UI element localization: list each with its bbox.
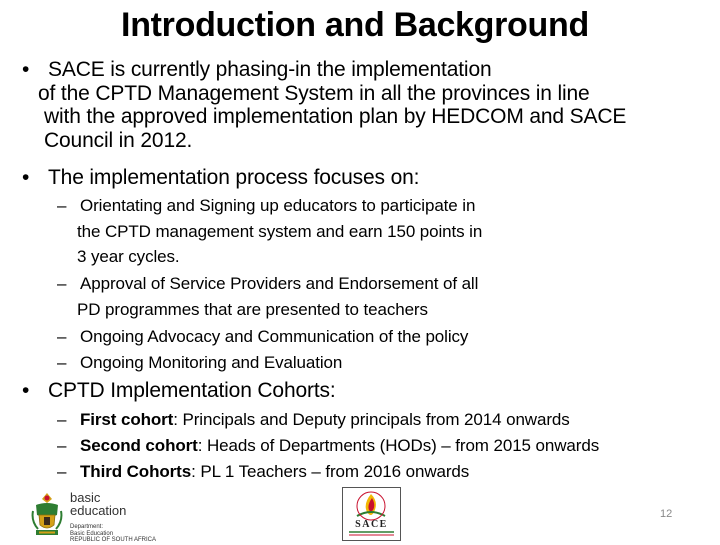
bullet-marker: •	[22, 166, 30, 189]
sace-flame-icon	[343, 488, 400, 540]
focus-line: 3 year cycles.	[77, 247, 180, 266]
bullet-item	[22, 379, 336, 403]
page-number: 12	[660, 508, 673, 520]
bullet-line: Council in 2012.	[44, 128, 193, 152]
focus-item	[57, 350, 342, 376]
basic-education-text	[70, 492, 160, 544]
dash-marker: –	[57, 410, 67, 429]
basic-education-name: basic education	[70, 490, 127, 518]
focus-item	[57, 193, 482, 270]
basic-education-line: Department:	[70, 524, 104, 530]
focus-item	[57, 324, 468, 350]
bullet-text	[48, 379, 336, 403]
bullet-item	[22, 58, 626, 152]
cohort-description: : Principals and Deputy principals from 2014 onwards	[173, 410, 570, 429]
sace-logo-text: SACE	[355, 519, 388, 530]
cohort-text	[80, 459, 469, 485]
sace-logo	[342, 487, 401, 541]
dash-marker: –	[57, 196, 67, 215]
focus-line: the CPTD management system and earn 150 points in	[77, 221, 483, 241]
bullet-line: CPTD Implementation Cohorts:	[48, 379, 336, 402]
cohort-text	[80, 407, 570, 433]
focus-line: Ongoing Advocacy and Communication of the policy	[80, 327, 469, 346]
bullet-marker: •	[22, 379, 30, 402]
cohort-line	[80, 407, 570, 433]
cohort-label: Second cohort	[80, 436, 198, 455]
cohort-label: Third Cohorts	[80, 462, 192, 481]
dash-marker: –	[57, 353, 67, 372]
cohort-label: First cohort	[80, 410, 174, 429]
cohort-item	[57, 459, 469, 485]
slide-title: Introduction and Background	[121, 6, 589, 44]
cohort-line	[80, 459, 469, 485]
bullet-marker: •	[22, 58, 30, 81]
cohort-text	[80, 433, 599, 459]
bullet-line: The implementation process focuses on:	[48, 166, 420, 189]
cohort-item	[57, 433, 599, 459]
focus-item-text	[77, 193, 483, 270]
focus-item-text	[80, 350, 342, 376]
focus-line: Ongoing Monitoring and Evaluation	[80, 353, 343, 372]
focus-item-text	[80, 324, 468, 350]
focus-item-text	[77, 271, 479, 322]
cohort-line	[80, 433, 599, 459]
dash-marker: –	[57, 462, 67, 481]
focus-line: PD programmes that are presented to teachers	[77, 299, 428, 319]
dash-marker: –	[57, 327, 67, 346]
basic-education-line: REPUBLIC OF SOUTH AFRICA	[70, 537, 157, 543]
bullet-line: with the approved implementation plan by HEDCOM and SACE	[44, 105, 627, 128]
focus-item	[57, 271, 478, 322]
dash-marker: –	[57, 274, 67, 293]
focus-line: Approval of Service Providers and Endorsement of all	[80, 274, 479, 293]
focus-line: Orientating and Signing up educators to participate in	[80, 196, 476, 215]
cohort-description: : Heads of Departments (HODs) – from 2015 onwards	[197, 436, 600, 455]
cohort-item	[57, 407, 570, 433]
cohort-description: : PL 1 Teachers – from 2016 onwards	[191, 462, 470, 481]
bullet-text	[38, 58, 627, 152]
basic-education-logo	[30, 490, 160, 543]
dash-marker: –	[57, 436, 67, 455]
bullet-item	[22, 166, 419, 190]
coat-of-arms-icon	[30, 491, 64, 537]
basic-education-line: Basic Education	[70, 530, 114, 537]
bullet-text	[48, 166, 419, 190]
bullet-line: SACE is currently phasing-in the implementation	[48, 58, 492, 81]
bullet-line: of the CPTD Management System in all the provinces in line	[38, 81, 590, 105]
